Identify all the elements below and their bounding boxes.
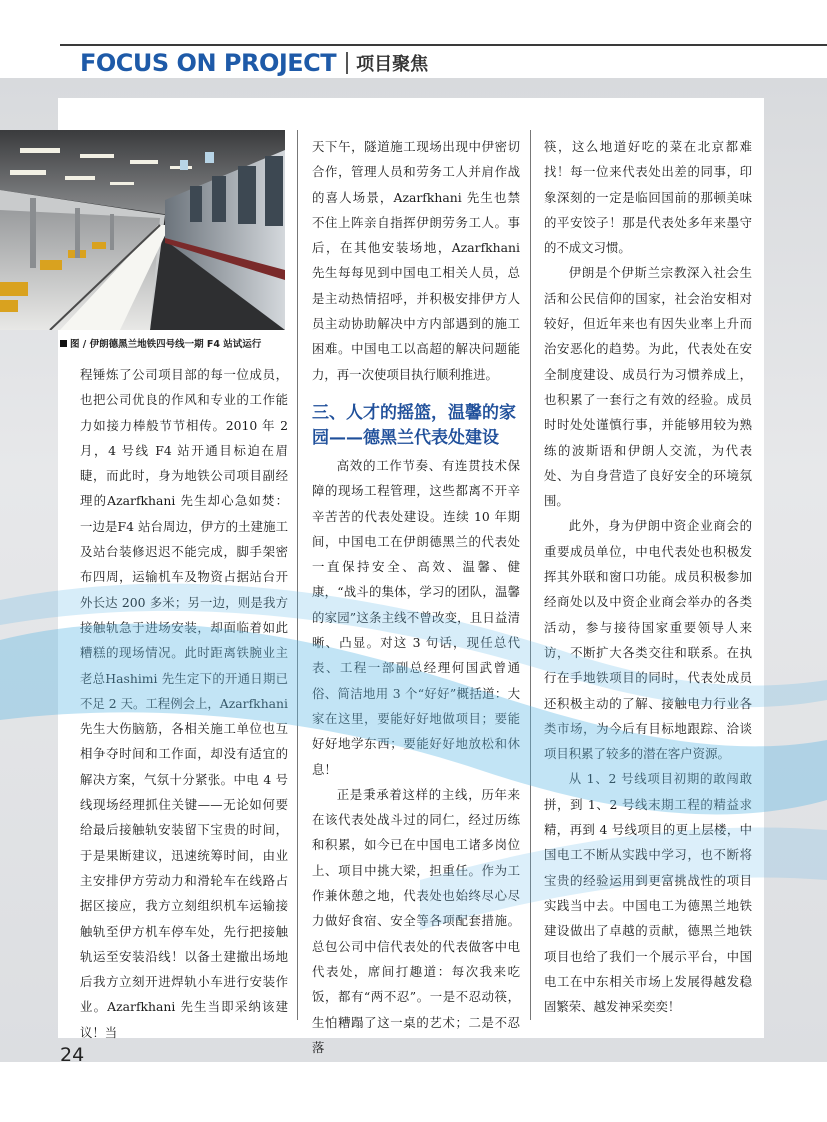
photo-illustration [0, 130, 285, 330]
text-column-2 [312, 134, 520, 1060]
section-title: 三、人才的摇篮，温馨的家园——德黑兰代表处建设 [312, 402, 516, 448]
header-title-en: FOCUS ON PROJECT [80, 49, 337, 77]
paragraph: 天下午，隧道施工现场出现中伊密切合作，管理人员和劳务工人并肩作战的喜人场景，Azarfkhani 先生也禁不住上阵亲自指挥伊朗劳务工人。事后，在其他安装场地，Azarfkhani 先生每每见到中国电工相关人员，总是主动热情招呼，并积极安排伊方人员主动协助解决中方内部遇到的施工困难。中国电工以高超的解决问题能力，再一次使项目执行顺利推进。 [312, 139, 520, 382]
paragraph: 筷，这么地道好吃的菜在北京都难找！每一位来代表处出差的同事，印象深刻的一定是临回国前的那顿美味的平安饺子！那是代表处多年来墨守的不成文习惯。 [544, 139, 752, 256]
text-column-3 [544, 134, 752, 1019]
metro-station-photo [0, 130, 285, 330]
paragraph: 此外，身为伊朗中资企业商会的重要成员单位，中电代表处也积极发挥其外联和窗口功能。成员积极参加经商处以及中资企业商会举办的各类活动，参与接待国家重要领导人来访，不断扩大各类交往和联系。在执行在手地铁项目的同时，代表处成员还积极主动的了解、接触电力行业各类市场，为今后有目标地跟踪、洽谈项目积累了较多的潜在客户资源。 [544, 518, 752, 762]
paragraph: 程锤炼了公司项目部的每一位成员，也把公司优良的作风和专业的工作能力如接力棒般节节相传。2010 年 2 月，4 号线 F4 站开通目标迫在眉睫，而此时，身为地铁公司项目副经理的Azarfkhani 先生却心急如焚：一边是F4 站台周边，伊方的土建施工及站台装修迟迟不能完成，脚手架密布四周，运输机车及物资占据站台开外长达 200 多米；另一边，则是我方接触轨急于进场安装，却面临着如此糟糕的现场情况。此时距离铁腕业主老总Hashimi 先生定下的开通日期已不足 2 天。工程例会上，Azarfkhani 先生大伤脑筋，各相关施工单位也互相争夺时间和工作面，却没有适宜的解决方案，气氛十分紧张。中电 4 号线现场经理抓住关键——无论如何要给最后接触轨安装留下宝贵的时间，于是果断建议，迅速统筹时间，由业主安排伊方劳动力和滑轮车在线路占据区接应，我方立刻组织机车运输接触轨至伊方机车停车处，先行把接触轨运至安装沿线！以备土建撤出场地后我方立刻开进焊轨小车进行安装作业。Azarfkhani 先生当即采纳该建议！当 [80, 367, 288, 1040]
header-rule [60, 44, 827, 46]
text-column-1 [80, 362, 288, 1045]
column-divider-right [530, 130, 531, 1020]
photo-caption [60, 336, 300, 350]
paragraph: 伊朗是个伊斯兰宗教深入社会生活和公民信仰的国家，社会治安相对较好，但近年来也有因失业率上升而治安恶化的趋势。为此，代表处在安全制度建设、成员行为习惯养成上，也积累了一套行之有效的经验。成员时时处处谨慎行事，并能够用较为熟练的波斯语和伊朗人交流，为代表处、为自身营造了良好安全的环境氛围。 [544, 265, 752, 509]
page-number: 24 [60, 1044, 85, 1066]
photo-caption-text: 图 / 伊朗德黑兰地铁四号线一期 F4 站试运行 [70, 339, 262, 350]
header-separator [346, 52, 348, 74]
column-divider-left [297, 130, 298, 1020]
paragraph: 从 1、2 号线项目初期的敢闯敢拼，到 1、2 号线末期工程的精益求精，再到 4 号线项目的更上层楼，中国电工不断从实践中学习，也不断将宝贵的经验运用到更富挑战性的项目实践当中去。中国电工为德黑兰地铁建设做出了卓越的贡献，德黑兰地铁项目也给了我们一个展示平台，中国电工在中东相关市场上发展得越发稳固繁荣、越发神采奕奕！ [544, 771, 752, 1015]
caption-square-icon [60, 340, 67, 347]
header-title-zh: 项目聚焦 [356, 54, 429, 75]
paragraph: 高效的工作节奏、有连贯技术保障的现场工程管理，这些都离不开辛辛苦苦的代表处建设。连续 10 年期间，中国电工在伊朗德黑兰的代表处一直保持安全、高效、温馨、健康，“战斗的集体，学习的团队，温馨的家园”这条主线不曾改变，且日益清晰、凸显。对这 3 句话，现任总代表、工程一部副总经理何国武曾通俗、简洁地用 3 个“好好”概括道：大家在这里，要能好好地做项目；要能好好地学东西；要能好好地放松和休息！ [312, 457, 520, 777]
paragraph: 正是秉承着这样的主线，历年来在该代表处战斗过的同仁，经过历练和积累，如今已在中国电工诸多岗位上、项目中挑大梁，担重任。作为工作兼休憩之地，代表处也始终尽心尽力做好食宿、安全等各项配套措施。总包公司中信代表处的代表做客中电代表处，席间打趣道：每次我来吃饭，都有“两不忍”。一是不忍动筷，生怕糟蹋了这一桌的艺术；二是不忍落 [312, 786, 520, 1055]
section-header [80, 48, 428, 78]
